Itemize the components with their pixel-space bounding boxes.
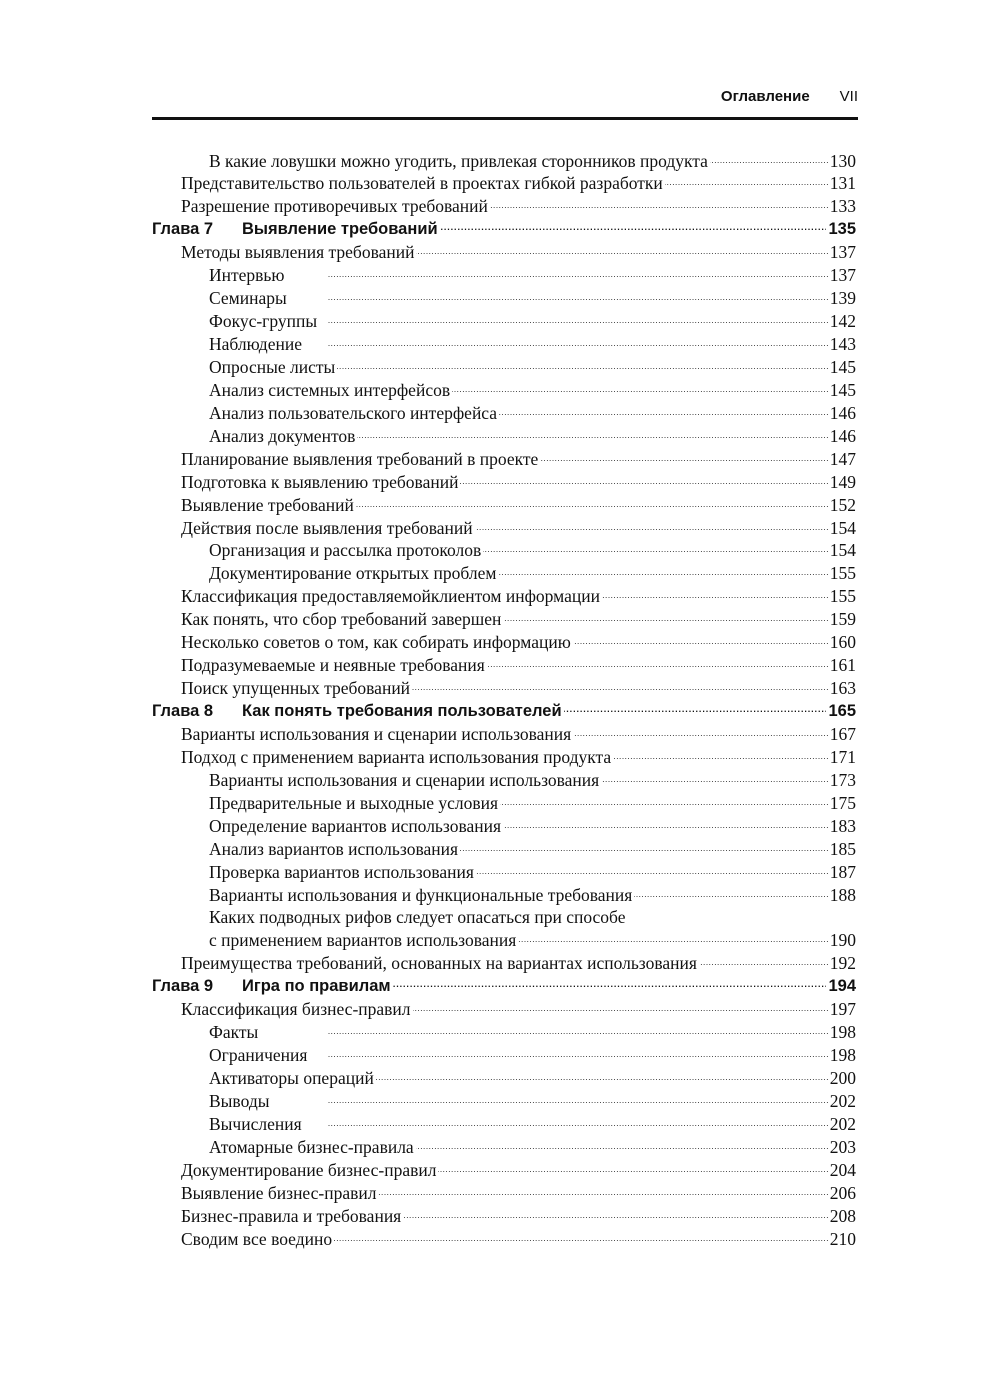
- toc-entry[interactable]: [152, 814, 856, 837]
- dot-leader: [498, 562, 827, 580]
- page-number: 208: [829, 1205, 856, 1226]
- entry-title: Определение вариантов использования: [209, 815, 502, 836]
- dot-leader: [304, 333, 828, 351]
- dot-leader: [337, 355, 828, 373]
- dot-leader: [460, 837, 828, 855]
- toc-entry[interactable]: [152, 401, 856, 424]
- entry-title: Факты: [209, 1022, 259, 1043]
- dot-leader: [416, 241, 827, 259]
- entry-title: Семинары: [209, 288, 287, 309]
- entry-title: Выявление бизнес-правил: [181, 1182, 377, 1203]
- dot-leader: [665, 172, 828, 190]
- page-number: 155: [829, 586, 856, 607]
- entry-title: Анализ системных интерфейсов: [209, 379, 451, 400]
- entry-title: с применением вариантов использования: [209, 930, 517, 951]
- toc-entry[interactable]: [152, 493, 856, 516]
- entry-title: Ограничения: [209, 1045, 308, 1066]
- toc-entry[interactable]: [152, 447, 856, 470]
- entry-title: Анализ пользовательского интерфейса: [209, 402, 498, 423]
- toc-entry[interactable]: [152, 1021, 856, 1044]
- toc-entry[interactable]: [152, 539, 856, 562]
- dot-leader: [573, 631, 828, 649]
- page-number: 143: [829, 334, 856, 354]
- toc-entry[interactable]: [152, 424, 856, 447]
- header-rule: [152, 117, 858, 120]
- entry-title: Выводы: [209, 1090, 270, 1111]
- toc-entry[interactable]: [152, 310, 856, 333]
- page-number: 137: [829, 242, 856, 263]
- dot-leader: [475, 516, 828, 534]
- entry-title: Методы выявления требований: [181, 242, 415, 263]
- toc-entry[interactable]: [152, 1044, 856, 1067]
- dot-leader: [503, 814, 828, 832]
- entry-title: Поиск упущенных требований: [181, 678, 411, 699]
- page-number: 202: [829, 1090, 856, 1111]
- entry-title: Документирование открытых проблем: [209, 563, 497, 584]
- toc-entry[interactable]: [152, 929, 856, 952]
- page-number: 204: [829, 1159, 856, 1180]
- page-number: 210: [829, 1228, 856, 1249]
- toc-entry[interactable]: [152, 722, 856, 745]
- page-number: 130: [829, 150, 856, 171]
- dot-leader: [416, 1135, 828, 1153]
- page-number: 200: [829, 1068, 856, 1088]
- toc-entry[interactable]: [152, 952, 856, 975]
- page-number: 194: [828, 977, 856, 996]
- dot-leader: [319, 310, 828, 328]
- toc-entry[interactable]: [152, 998, 856, 1021]
- dot-leader: [710, 149, 828, 167]
- toc-chapter-entry[interactable]: [152, 975, 856, 998]
- toc-chapter-entry[interactable]: [152, 218, 856, 241]
- toc-chapter-entry[interactable]: [152, 700, 856, 723]
- dot-leader: [376, 1067, 828, 1085]
- entry-title: Варианты использования и функциональные требования: [209, 884, 633, 905]
- page-number: 167: [829, 723, 856, 744]
- entry-title: Сводим все воедино: [181, 1228, 333, 1249]
- entry-title: Вычисления: [209, 1113, 302, 1134]
- dot-leader: [476, 860, 828, 878]
- dot-leader: [487, 654, 828, 672]
- entry-title: Фокус-группы: [209, 311, 318, 332]
- toc-entry[interactable]: [152, 677, 856, 700]
- chapter-title: Выявление требований: [242, 220, 438, 239]
- page-number: 154: [829, 540, 856, 561]
- chapter-number: Глава 7: [152, 220, 214, 239]
- page-number: 175: [829, 792, 856, 813]
- page-number: 152: [829, 494, 856, 515]
- entry-title: Опросные листы: [209, 356, 336, 377]
- entry-title: Бизнес-правила и требования: [181, 1205, 402, 1226]
- chapter-title: Игра по правилам: [242, 977, 391, 996]
- dot-leader: [601, 768, 828, 786]
- chapter-heading: [152, 975, 391, 998]
- toc-entry[interactable]: [152, 1227, 856, 1250]
- toc-entry[interactable]: [152, 172, 856, 195]
- page-number: 149: [829, 471, 856, 492]
- table-of-contents: [152, 149, 856, 1250]
- entry-title: Представительство пользователей в проектах гибкой разработки: [181, 173, 663, 194]
- dot-leader: [378, 1181, 827, 1199]
- page-number: 171: [829, 746, 856, 767]
- page-number: 145: [829, 356, 856, 377]
- dot-leader: [287, 264, 828, 282]
- toc-entry[interactable]: [152, 1089, 856, 1112]
- dot-leader: [564, 700, 827, 717]
- page-number: 188: [829, 884, 856, 905]
- dot-leader: [403, 1204, 828, 1222]
- toc-entry[interactable]: [152, 355, 856, 378]
- entry-title: Классификация бизнес-правил: [181, 999, 411, 1020]
- dot-leader: [699, 952, 828, 970]
- entry-title: Предварительные и выходные условия: [209, 792, 499, 813]
- toc-entry[interactable]: [152, 791, 856, 814]
- toc-entry[interactable]: [152, 1135, 856, 1158]
- dot-leader: [540, 447, 827, 465]
- toc-entry[interactable]: [152, 768, 856, 791]
- entry-title: Варианты использования и сценарии использования: [181, 723, 572, 744]
- dot-leader: [452, 378, 828, 396]
- dot-leader: [573, 722, 828, 740]
- dot-leader: [634, 883, 827, 901]
- chapter-heading: [152, 700, 562, 723]
- page-number: 159: [829, 609, 856, 630]
- toc-entry[interactable]: [152, 883, 856, 906]
- toc-entry[interactable]: [152, 1204, 856, 1227]
- entry-title: Проверка вариантов использования: [209, 861, 474, 882]
- toc-entry[interactable]: [152, 149, 856, 172]
- toc-entry[interactable]: [152, 608, 856, 631]
- page-number: 203: [829, 1136, 856, 1157]
- page-number: 145: [829, 379, 856, 400]
- page-number: 147: [829, 448, 856, 469]
- toc-entry[interactable]: [152, 631, 856, 654]
- toc-entry[interactable]: [152, 378, 856, 401]
- entry-title: Атомарные бизнес-правила: [209, 1136, 414, 1157]
- entry-title: В какие ловушки можно угодить, привлекая сторонников продукта: [209, 150, 708, 171]
- running-header: [152, 88, 858, 112]
- dot-leader: [271, 1089, 827, 1107]
- dot-leader: [304, 1112, 828, 1130]
- entry-title: Интервью: [209, 265, 285, 286]
- entry-title: Несколько советов о том, как собирать информацию: [181, 632, 571, 653]
- dot-leader: [438, 1158, 827, 1176]
- page-number: 190: [829, 930, 856, 951]
- dot-leader: [500, 791, 828, 809]
- chapter-heading: [152, 218, 438, 241]
- page-number: 187: [829, 861, 856, 882]
- entry-title: Варианты использования и сценарии использования: [209, 769, 600, 790]
- dot-leader: [499, 401, 828, 419]
- page-number: 198: [829, 1045, 856, 1066]
- entry-title: Активаторы операций: [209, 1068, 374, 1088]
- page-number: 206: [829, 1182, 856, 1203]
- toc-entry[interactable]: [152, 860, 856, 883]
- toc-entry[interactable]: [152, 654, 856, 677]
- dot-leader: [413, 998, 828, 1016]
- chapter-number: Глава 9: [152, 977, 214, 996]
- entry-title: Наблюдение: [209, 334, 302, 354]
- toc-entry[interactable]: [152, 585, 856, 608]
- page-number: 173: [829, 769, 856, 790]
- page-number: 198: [829, 1022, 856, 1043]
- dot-leader: [503, 608, 827, 626]
- dot-leader: [309, 1044, 827, 1062]
- dot-leader: [602, 585, 828, 603]
- dot-leader: [289, 287, 828, 305]
- dot-leader: [393, 975, 827, 992]
- page-number: 197: [829, 999, 856, 1020]
- entry-title: Преимущества требований, основанных на вариантах использования: [181, 953, 697, 974]
- page-number: 202: [829, 1113, 856, 1134]
- entry-title: Анализ вариантов использования: [209, 838, 459, 859]
- page-number: 165: [828, 702, 856, 720]
- page-number: 131: [829, 173, 856, 194]
- entry-title: Анализ документов: [209, 425, 356, 446]
- dot-leader: [483, 539, 828, 557]
- dot-leader: [356, 493, 828, 511]
- toc-entry[interactable]: [152, 241, 856, 264]
- entry-title: Планирование выявления требований в проекте: [181, 448, 539, 469]
- page-number: 146: [829, 402, 856, 423]
- entry-title: Подразумеваемые и неявные требования: [181, 655, 485, 676]
- header-page-number: VII: [839, 88, 858, 105]
- dot-leader: [357, 424, 827, 442]
- page-number: 133: [829, 196, 856, 217]
- entry-title: Подготовка к выявлению требований: [181, 471, 459, 492]
- dot-leader: [334, 1227, 828, 1245]
- entry-title: Подход с применением варианта использования продукта: [181, 746, 612, 767]
- dot-leader: [490, 195, 828, 213]
- dot-leader: [260, 1021, 827, 1039]
- page-number: 139: [829, 288, 856, 309]
- toc-entry-first-line[interactable]: Каких подводных рифов следует опасаться при способе: [209, 906, 626, 927]
- chapter-number: Глава 8: [152, 702, 214, 720]
- page-number: 161: [829, 655, 856, 676]
- page-number: 155: [829, 563, 856, 584]
- page-number: 185: [829, 838, 856, 859]
- page-number: 192: [829, 953, 856, 974]
- toc-entry[interactable]: [152, 516, 856, 539]
- dot-leader: [440, 218, 827, 235]
- toc-entry[interactable]: [152, 745, 856, 768]
- page-number: 160: [829, 632, 856, 653]
- entry-title: Как понять, что сбор требований завершен: [181, 609, 502, 630]
- entry-title: Классификация предоставляемойклиентом информации: [181, 586, 600, 607]
- page-number: 154: [829, 517, 856, 538]
- chapter-title: Как понять требования пользователей: [242, 702, 562, 720]
- page-number: 146: [829, 425, 856, 446]
- entry-title: Разрешение противоречивых требований: [181, 196, 488, 217]
- toc-entry[interactable]: [152, 333, 856, 356]
- toc-entry[interactable]: [152, 837, 856, 860]
- entry-title: Документирование бизнес-правил: [181, 1159, 437, 1180]
- page-number: 137: [829, 265, 856, 286]
- dot-leader: [613, 745, 828, 763]
- toc-entry[interactable]: [152, 562, 856, 585]
- toc-entry[interactable]: [152, 1181, 856, 1204]
- page-number: 142: [829, 311, 856, 332]
- page-number: 183: [829, 815, 856, 836]
- dot-leader: [518, 929, 827, 947]
- page-number: 135: [828, 220, 856, 239]
- toc-entry[interactable]: [152, 287, 856, 310]
- entry-title: Выявление требований: [181, 494, 354, 515]
- toc-entry[interactable]: [152, 470, 856, 493]
- page-number: 163: [829, 678, 856, 699]
- entry-title: Действия после выявления требований: [181, 517, 473, 538]
- toc-entry[interactable]: [152, 1112, 856, 1135]
- entry-title: Организация и рассылка протоколов: [209, 540, 482, 561]
- dot-leader: [412, 677, 828, 695]
- toc-entry[interactable]: [152, 1158, 856, 1181]
- toc-entry[interactable]: [152, 1067, 856, 1090]
- dot-leader: [460, 470, 827, 488]
- toc-entry[interactable]: [152, 264, 856, 287]
- header-title: Оглавление: [720, 88, 810, 105]
- toc-entry[interactable]: [152, 195, 856, 218]
